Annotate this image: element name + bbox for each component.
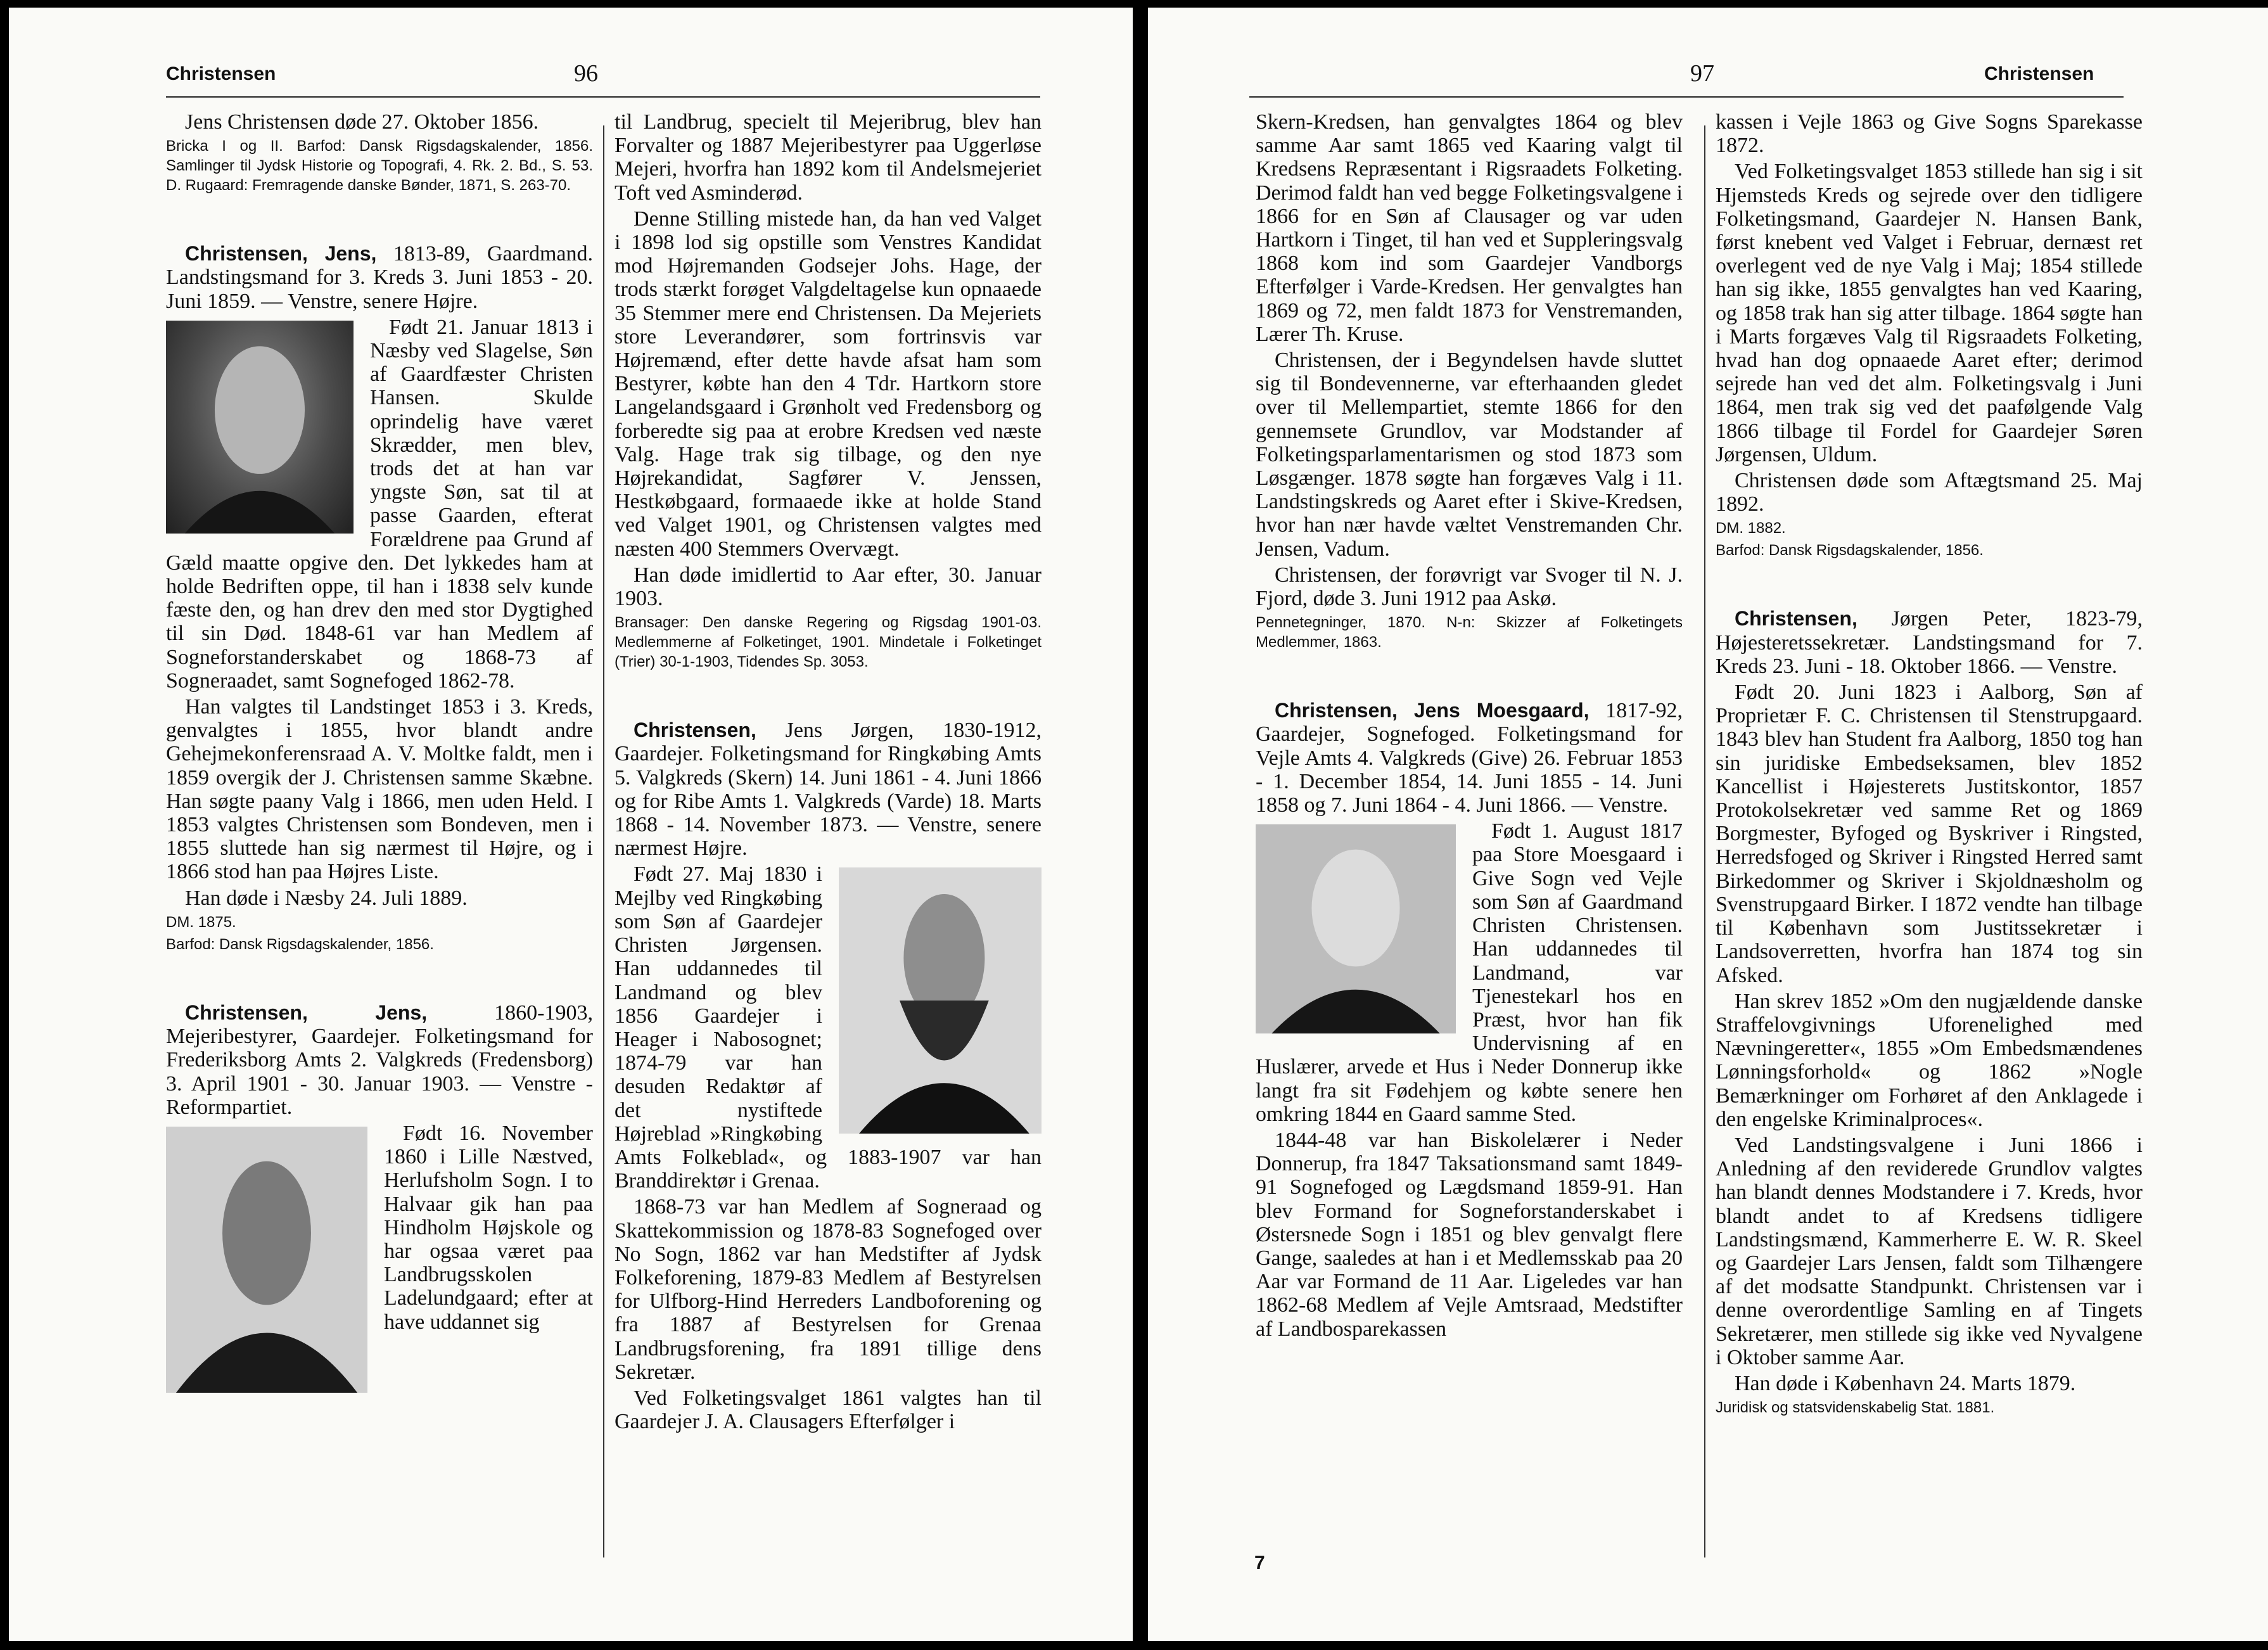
running-head-name: Christensen (166, 63, 276, 84)
page-number: 96 (574, 60, 598, 87)
portrait-figure (1256, 824, 1456, 1033)
portrait-figure (166, 321, 354, 534)
entry (615, 719, 1042, 1433)
body-paragraph: Født 20. Juni 1823 i Aalborg, Søn af Proprietær F. C. Christensen til Stenstrupgaard. 1843 blev han Student fra Aalborg, 1850 tog han sin juridiske Embedseksamen, blev 1852 Kancellist i Højesterets Justitskontor, 1857 Protokolsekretær ved samme Ret og 1869 Borgmester, Byfoged og Byskriver i Ringsted, Herredsfoged og Skriver i Ringsted Herred samt Birkedommer og Skriver i Skjoldnæsholm og Svenstrupgaard Birker. I 1872 vendte han tilbage til København som Justitssekretær i Landsoverretten, hvorfra han 1874 tog sin Afsked. (1716, 681, 2143, 987)
body-paragraph: Han døde imidlertid to Aar efter, 30. Januar 1903. (615, 563, 1042, 611)
references: Bransager: Den danske Regering og Rigsdag 1901-03. Medlemmerne af Folketinget, 1901. Mindetale i Folketinget (Trier) 30-1-1903, Tidendes Sp. 3053. (615, 614, 1042, 671)
portrait-photo (166, 321, 354, 534)
body-paragraph: Denne Stilling mistede han, da han ved Valget i 1898 lod sig opstille som Venstres Kandidat mod Højremanden Godsejer Johs. Hage, der trods stærkt forøget Valgdeltagelse kun opnaaede 35 Stemmer mere end Christensen. Da Mejeriets store Leverandører, som fortrinsvis var Højremænd, efter dette havde afsat ham som Bestyrer, købte han den 4 Tdr. Hartkorn store Langelandsgaard i Grønholt ved Fredensborg og forberedte sig paa at erobre Kredsen ved næste Valg. Hage trak sig tilbage, og den nye Højrekandidat, Sagfører V. Jenssen, Hestkøbgaard, formaaede ikke at holde Stand ved Valget 1901, og Christensen valgtes med næsten 400 Stemmers Overvægt. (615, 207, 1042, 561)
body-paragraph: Han valgtes til Landstinget 1853 i 3. Kreds, genvalgtes i 1855, hvor blandt andre Gehejmekonferensraad A. V. Moltke faldt, men i 1859 overgik der J. Christensen samme Skæbne. Han søgte paany Valg i 1866, men uden Held. I 1853 valgtes Christensen som Bondeven, men i 1855 sluttede han sig nærmest til Højre, og i 1866 stod han paa Højres Liste. (166, 695, 593, 884)
body-paragraph: Ved Folketingsvalget 1853 stillede han sig i sit Hjemsteds Kreds og sejrede over den tidligere Folketingsmand, Gaardejer N. Hansen Bank, først knebent ved Valget i Februar, dernæst ret overlegent ved de nye Valg i Maj; 1854 stillede han sig ikke, 1855 genvalgtes han ved Kaaring, og 1858 trak han sig atter tilbage. 1864 søgte han i Marts forgæves Valg til Rigsraadets Folketing, hvad han dog opnaaede Aaret efter; derimod sejrede han ved det alm. Folketingsvalg i Juni 1864, men trak sig ved det paafølgende Valg 1866 tilbage til Fordel for Gaardejer Søren Jørgensen, Uldum. (1716, 160, 2143, 466)
entry-summary: Jørgen Peter, 1823-79, Højesteretssekretær. Landstingsmand for 7. Kreds 23. Juni - 18. Oktober 1866. — Venstre. (1716, 607, 2143, 678)
references: DM. 1875. (166, 913, 236, 931)
entry-summary: 1817-92, Gaardejer, Sognefoged. Folketingsmand for Vejle Amts 4. Valgkreds (Give) 26. Februar 1853 - 1. December 1854, 14. Juni 1855 - 14. Juni 1858 og 7. Juni 1864 - 4. Juni 1866. — Venstre. (1256, 699, 1683, 817)
entry-summary: Jens Jørgen, 1830-1912, Gaardejer. Folketingsmand for Ringkøbing Amts 5. Valgkreds (Skern) 14. Juni 1861 - 4. Juni 1866 og for Ribe Amts 1. Valgkreds (Varde) 18. Marts 1868 - 14. November 1873. — Venstre, senere nærmest Højre. (615, 719, 1042, 860)
body-paragraph: Han skrev 1852 »Om den nugjældende danske Straffelovgivnings Uforenelighed med Nævningeretter«, 1855 »Om Embedsmændenes Lønningsforhold« og 1862 »Nogle Bemærkninger om Forhøret af den Anklagede i den engelske Kriminalproces«. (1716, 989, 2143, 1131)
entry-summary: 1813-89, Gaardmand. Landstingsmand for 3. Kreds 3. Juni 1853 - 20. Juni 1859. — Venstre, senere Højre. (166, 242, 593, 313)
body-paragraph: Han døde i København 24. Marts 1879. (1735, 1371, 2076, 1395)
body-paragraph: til Landbrug, specielt til Mejeribrug, blev han Forvalter og 1887 Mejeribestyrer paa Uggerløse Mejeri, hvorfra han 1892 kom til Andelsmejeriet Toft ved Asminderød. (615, 110, 1042, 205)
references: DM. 1882. (1716, 520, 1786, 537)
entry-headword: Christensen, Jens, (185, 1001, 428, 1024)
right-page (1148, 8, 2268, 1641)
body-paragraph: Christensen, der i Begyndelsen havde sluttet sig til Bondevennerne, var efterhaanden gledet over til Mellempartiet, stemte 1866 for den gennemsete Grundlov, var Modstander af Folketingsparlamentarismen og stod 1873 som Løsgænger. 1878 søgte han forgæves Valg i 11. Landstingskreds og Aaret efter i Skive-Kredsen, hvor han nær havde væltet Venstremanden Chr. Jensen, Vadum. (1256, 349, 1683, 561)
body-paragraph: Ved Folketingsvalget 1861 valgtes han til Gaardejer J. A. Clausagers Efterfølger i (615, 1386, 1042, 1434)
references: Juridisk og statsvidenskabelig Stat. 1881. (1716, 1399, 1995, 1417)
portrait-figure (166, 1127, 367, 1393)
entry (166, 110, 593, 195)
running-head (1148, 57, 2268, 95)
body-paragraph: 1844-48 var han Biskolelærer i Neder Donnerup, fra 1847 Taksationsmand samt 1849-91 Sognefoged og Lægdsmand 1859-91. Han blev Formand for Sogneforstanderskabet i Østersnede Sogn i 1851 og blev genvalgt flere Gange, saaledes at han i et Medlemsskab paa 20 Aar var Formand de 11 Aar. Ligeledes var han 1862-68 Medlem af Vejle Amtsraad, Medstifter af Landbosparekassen (1256, 1128, 1683, 1341)
portrait-photo (166, 1127, 367, 1393)
body-paragraph: Født 27. Maj 1830 i Mejlby ved Ringkøbing som Søn af Gaardejer Christen Jørgensen. Han uddannedes til Landmand og blev 1856 Gaardejer i Heager i Nabosognet; 1874-79 var han desuden Redaktør af det nystiftede Højreblad »Ringkøbing Amts Folkeblad«, og 1883-1907 var han Branddirektør i Grenaa. (615, 862, 1042, 1193)
entry-headword: Christensen, Jens, (185, 242, 377, 265)
body-paragraph: Født 1. August 1817 paa Store Moesgaard i Give Sogn ved Vejle som Søn af Gaardmand Christen Christensen. Han uddannedes til Landmand, var Tjenestekarl hos en Præst, hvor han fik Undervisning af en Huslærer, arvede et Hus i Neder Donnerup ikke langt fra sit Fødehjem og købte senere hen omkring 1844 en Gaard samme Sted. (1256, 819, 1683, 1126)
column-rule (1704, 125, 1705, 1557)
body-paragraph: Christensen, der forøvrigt var Svoger til N. J. Fjord, døde 3. Juni 1912 paa Askø. (1256, 563, 1683, 611)
references: Barfod: Dansk Rigsdagskalender, 1856. (166, 935, 434, 953)
references: Barfod: Dansk Rigsdagskalender, 1856. (1716, 542, 1984, 560)
entry-summary: 1860-1903, Mejeribestyrer, Gaardejer. Folketingsmand for Frederiksborg Amts 2. Valgkreds (Fredensborg) 3. April 1901 - 30. Januar 1903. — Venstre - Reformpartiet. (166, 1001, 593, 1119)
entry (1256, 699, 1683, 1340)
body-paragraph: Christensen døde som Aftægtsmand 25. Maj 1892. (1716, 469, 2143, 516)
body-paragraph: Ved Landstingsvalgene i Juni 1866 i Anledning af den reviderede Grundlov valgtes han blandt dennes Modstandere i 7. Kreds, hvor blandt andet to af Kredsens tidligere Landstingsmænd, Kammerherre E. W. R. Skeel og Gaardejer Lars Jensen, faldt som Tilhængere af det modsatte Standpunkt. Christensen var i denne overordentlige Samling en af Tingets Sekretærer, men stillede sig ikke ved Nyvalgene i Oktober samme Aar. (1716, 1133, 2143, 1369)
left-page (9, 8, 1133, 1641)
portrait-photo (839, 867, 1042, 1134)
signature-mark: 7 (1254, 1552, 1265, 1573)
page-number: 97 (1690, 60, 1714, 87)
column-left (1256, 110, 1683, 1343)
entry-headword: Christensen, (634, 719, 756, 742)
entry (1716, 607, 2143, 1417)
body-paragraph: Født 21. Januar 1813 i Næsby ved Slagelse, Søn af Gaardfæster Christen Hansen. Skulde oprindelig have været Skrædder, men blev, trods det at han var yngste Søn, sat til at passe Gaarden, efterat Forældrene paa Grund af Gæld maatte opgive den. Det lykkedes ham at holde Bedriften oppe, til han i 1838 selv kunde fæste den, og han drev den med stor Dygtighed til sin Død. 1848-61 var han Medlem af Sogneforstanderskabet og 1868-73 af Sogneraadet, samt Sognefoged 1862-78. (166, 315, 593, 693)
body-paragraph: Skern-Kredsen, han genvalgtes 1864 og blev samme Aar samt 1865 ved Kaaring valgt til Kredsens Repræsentant i Rigsraadets Folketing. Derimod faldt han ved begge Folketingsvalgene i 1866 for en Søn af Clausager og var uden Hartkorn i Tinget, til han ved et Suppleringsvalg 1868 kom ind som Gaardejer Vandborgs Efterfølger i Varde-Kredsen. Her genvalgtes han 1869 og 72, men faldt 1873 for Venstremanden, Lærer Th. Kruse. (1256, 110, 1683, 346)
running-head (9, 57, 1133, 95)
body-paragraph: Født 16. November 1860 i Lille Næstved, Herlufsholm Sogn. I to Halvaar gik han paa Hindholm Højskole og har ogsaa været paa Landbrugsskolen Ladelundgaard; efter at have uddannet sig (384, 1121, 593, 1334)
running-head-name: Christensen (1984, 63, 2094, 84)
column-left (166, 110, 593, 1399)
portrait-figure (839, 867, 1042, 1134)
body-paragraph: 1868-73 var han Medlem af Sogneraad og Skattekommission og 1878-83 Sognefoged over No Sogn, 1862 var han Medstifter af Jydsk Folkeforening, 1879-83 Medlem af Bestyrelsen for Ulfborg-Hind Herreders Landboforening og fra 1887 af Bestyrelsen for Grenaa Landbrugsforening, fra 1891 tillige dens Sekretær. (615, 1195, 1042, 1384)
column-right (615, 110, 1042, 1436)
header-rule (166, 96, 1040, 98)
column-right (1716, 110, 2143, 1420)
references: Bricka I og II. Barfod: Dansk Rigsdagskalender, 1856. Samlinger til Jydsk Historie og Topografi, 4. Rk. 2. Bd., S. 53. D. Rugaard: Fremragende danske Bønder, 1871, S. 263-70. (166, 138, 593, 195)
entry (166, 242, 593, 954)
header-rule (1249, 96, 2124, 98)
body-paragraph: Jens Christensen døde 27. Oktober 1856. (185, 110, 539, 134)
entry-headword: Christensen, Jens Moesgaard, (1275, 699, 1590, 722)
column-rule (603, 125, 604, 1557)
body-paragraph: kassen i Vejle 1863 og Give Sogns Sparekasse 1872. (1716, 110, 2143, 158)
references: Pennetegninger, 1870. N-n: Skizzer af Folketingets Medlemmer, 1863. (1256, 614, 1683, 651)
body-paragraph: Han døde i Næsby 24. Juli 1889. (185, 886, 468, 910)
portrait-photo (1256, 824, 1456, 1033)
entry-headword: Christensen, (1735, 607, 1857, 630)
entry (166, 1001, 593, 1334)
